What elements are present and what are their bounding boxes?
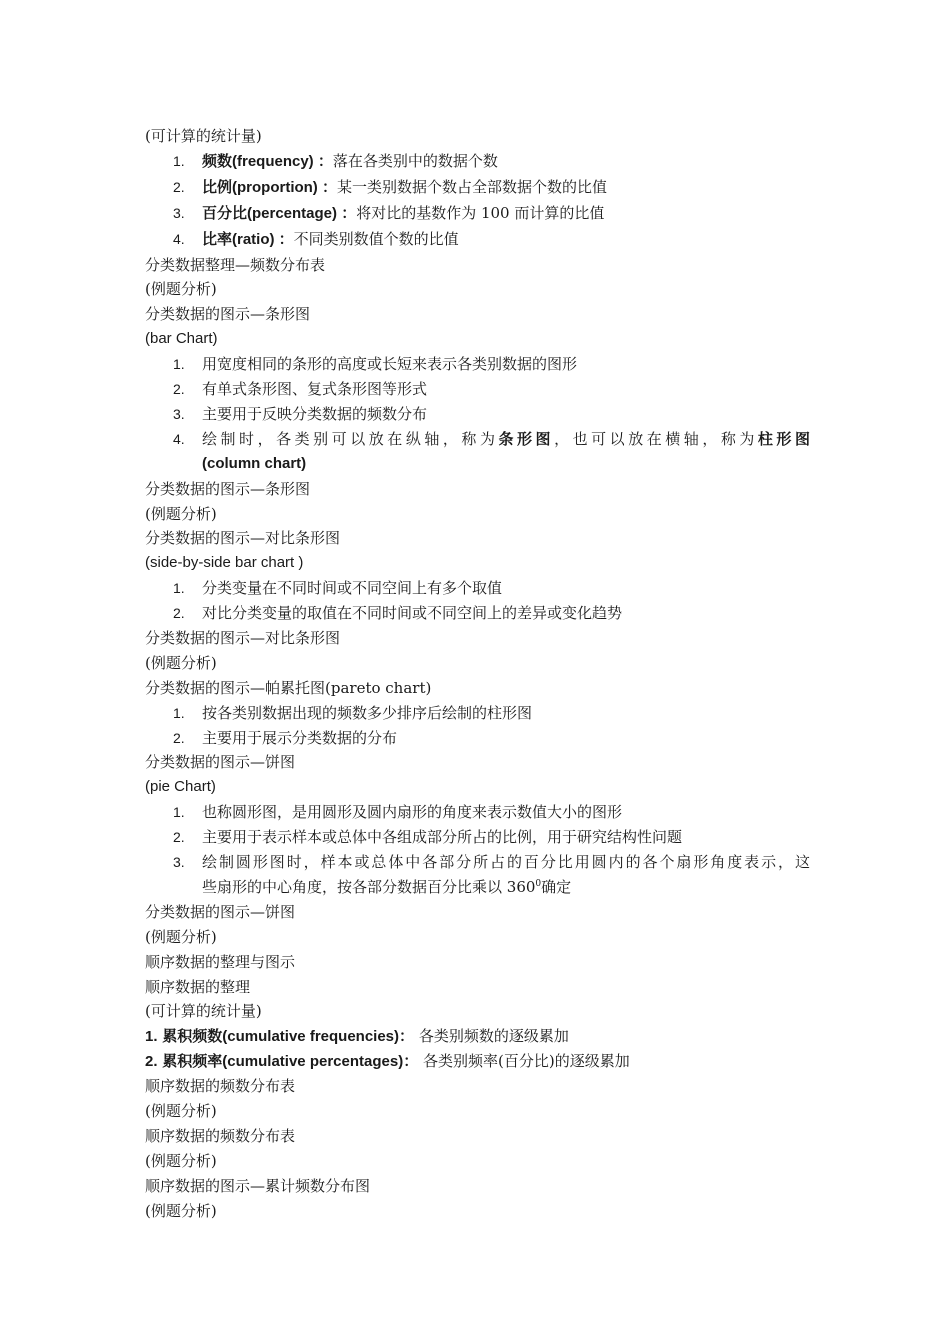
list-number: 1. — [173, 356, 185, 373]
example-note: (例题分析) — [145, 653, 217, 672]
list-number: 1. — [145, 1028, 158, 1046]
list-number: 3. — [173, 204, 185, 221]
term-desc: 各类别频数的逐级累加 — [418, 1027, 569, 1046]
heading-bar-chart: 分类数据的图示—条形图 — [145, 305, 311, 324]
list-text: 按各类别数据出现的频数多少排序后绘制的柱形图 — [202, 703, 533, 722]
list-item — [145, 726, 810, 751]
list-text: 对比分类变量的取值在不同时间或不同空间上的差异或变化趋势 — [202, 604, 623, 623]
list-text: 主要用于展示分类数据的分布 — [202, 728, 398, 747]
heading-pie-chart: 分类数据的图示—饼图 — [145, 753, 296, 772]
list-text: 主要用于反映分类数据的频数分布 — [202, 404, 428, 423]
heading-bar-chart: 分类数据的图示—条形图 — [145, 479, 311, 498]
list-text: 用宽度相同的条形的高度或长短来表示各类别数据的图形 — [202, 355, 578, 374]
list-item — [145, 850, 810, 900]
term-desc: 某一类别数据个数占全部数据个数的比值 — [336, 177, 607, 196]
term-proportion: 比例(proportion) ： — [202, 178, 337, 196]
side-by-side-english: (side-by-side bar chart ) — [145, 554, 304, 572]
heading-ordinal-organize: 顺序数据的整理 — [145, 977, 251, 996]
list-item — [145, 1024, 810, 1049]
list-number: 1. — [173, 804, 185, 821]
list-text-line — [202, 875, 810, 900]
example-note: (例题分析) — [145, 504, 217, 523]
list-item — [145, 201, 810, 227]
list-text-line — [202, 427, 810, 452]
list-item — [145, 427, 810, 477]
list-number: 2. — [145, 1053, 158, 1071]
example-note: (例题分析) — [145, 1102, 217, 1120]
list-text: 分类变量在不同时间或不同空间上有多个取值 — [202, 579, 503, 598]
term-cumulative-frequencies: 累积频数(cumulative frequencies)： — [162, 1028, 415, 1046]
list-text-part: 确定 — [541, 877, 572, 896]
term-desc: 不同类别数值个数的比值 — [293, 229, 459, 248]
heading-computable-stats: (可计算的统计量) — [145, 1002, 262, 1021]
bar-chart-english: (bar Chart) — [145, 330, 218, 348]
heading-pie-chart: 分类数据的图示—饼图 — [145, 902, 296, 921]
list-text-part: ，也可以放在横轴，称为 — [554, 429, 758, 448]
example-note: (例题分析) — [145, 1151, 217, 1170]
list-number: 1. — [173, 580, 185, 597]
list-item — [145, 576, 810, 601]
list-item — [145, 352, 810, 377]
term-column-chart: 柱形图 — [757, 429, 810, 448]
list-number: 3. — [173, 854, 185, 871]
heading-computable-stats: (可计算的统计量) — [145, 127, 262, 145]
term-percentage: 百分比(percentage) ： — [202, 204, 357, 222]
heading-pareto: 分类数据的图示—帕累托图(pareto chart) — [145, 678, 432, 697]
term-column-chart-english: (column chart) — [202, 454, 307, 472]
list-number: 2. — [173, 178, 185, 195]
list-item — [145, 149, 810, 175]
list-text: 有单式条形图、复式条形图等形式 — [202, 379, 428, 398]
heading-side-by-side: 分类数据的图示—对比条形图 — [145, 628, 341, 647]
example-note: (例题分析) — [145, 280, 217, 299]
list-text-part: 些扇形的中心角度，按各部分数据百分比乘以 360 — [202, 877, 536, 896]
list-item — [145, 825, 810, 850]
superscript: 0 — [535, 878, 542, 889]
list-text: 也称圆形图，是用圆形及圆内扇形的角度来表示数值大小的图形 — [202, 803, 623, 822]
list-item — [145, 402, 810, 427]
term-ratio: 比率(ratio) ： — [202, 230, 294, 248]
document-body — [145, 124, 810, 1223]
heading-ordinal-frequency-table: 顺序数据的频数分布表 — [145, 1126, 296, 1145]
heading-ordinal-frequency-table: 顺序数据的频数分布表 — [145, 1077, 296, 1096]
list-item — [145, 377, 810, 402]
list-item — [145, 800, 810, 825]
list-number: 1. — [173, 152, 185, 169]
list-item — [145, 1049, 810, 1074]
list-text-part: 绘制时，各类别可以放在纵轴，称为 — [202, 429, 499, 448]
list-number: 4. — [173, 430, 185, 447]
list-number: 1. — [173, 704, 185, 721]
list-item — [145, 175, 810, 201]
term-desc: 各类别频率(百分比)的逐级累加 — [422, 1052, 630, 1071]
list-number: 2. — [173, 605, 185, 622]
term-frequency: 频数(frequency) ： — [202, 152, 333, 170]
list-item — [145, 701, 810, 726]
term-cumulative-percentages: 累积频率(cumulative percentages)： — [162, 1053, 419, 1071]
list-number: 2. — [173, 729, 185, 746]
list-number: 2. — [173, 829, 185, 846]
list-item — [145, 227, 810, 253]
list-item — [145, 601, 810, 626]
example-note: (例题分析) — [145, 1201, 217, 1220]
list-number: 3. — [173, 405, 185, 422]
list-text: 主要用于表示样本或总体中各组成部分所占的比例，用于研究结构性问题 — [202, 828, 683, 847]
heading-side-by-side: 分类数据的图示—对比条形图 — [145, 529, 341, 548]
heading-cumulative-chart: 顺序数据的图示—累计频数分布图 — [145, 1176, 371, 1195]
heading-ordinal-data: 顺序数据的整理与图示 — [145, 952, 296, 971]
heading-frequency-table: 分类数据整理—频数分布表 — [145, 255, 326, 274]
list-text-line: 绘制圆形图时，样本或总体中各部分所占的百分比用圆内的各个扇形角度表示，这 — [202, 853, 810, 872]
pie-chart-english: (pie Chart) — [145, 778, 216, 796]
list-number: 2. — [173, 380, 185, 397]
term-desc: 落在各类别中的数据个数 — [332, 151, 498, 170]
example-note: (例题分析) — [145, 927, 217, 946]
term-desc: 将对比的基数作为 100 而计算的比值 — [356, 203, 605, 222]
term-bar-chart: 条形图 — [498, 429, 555, 448]
list-number: 4. — [173, 230, 185, 247]
